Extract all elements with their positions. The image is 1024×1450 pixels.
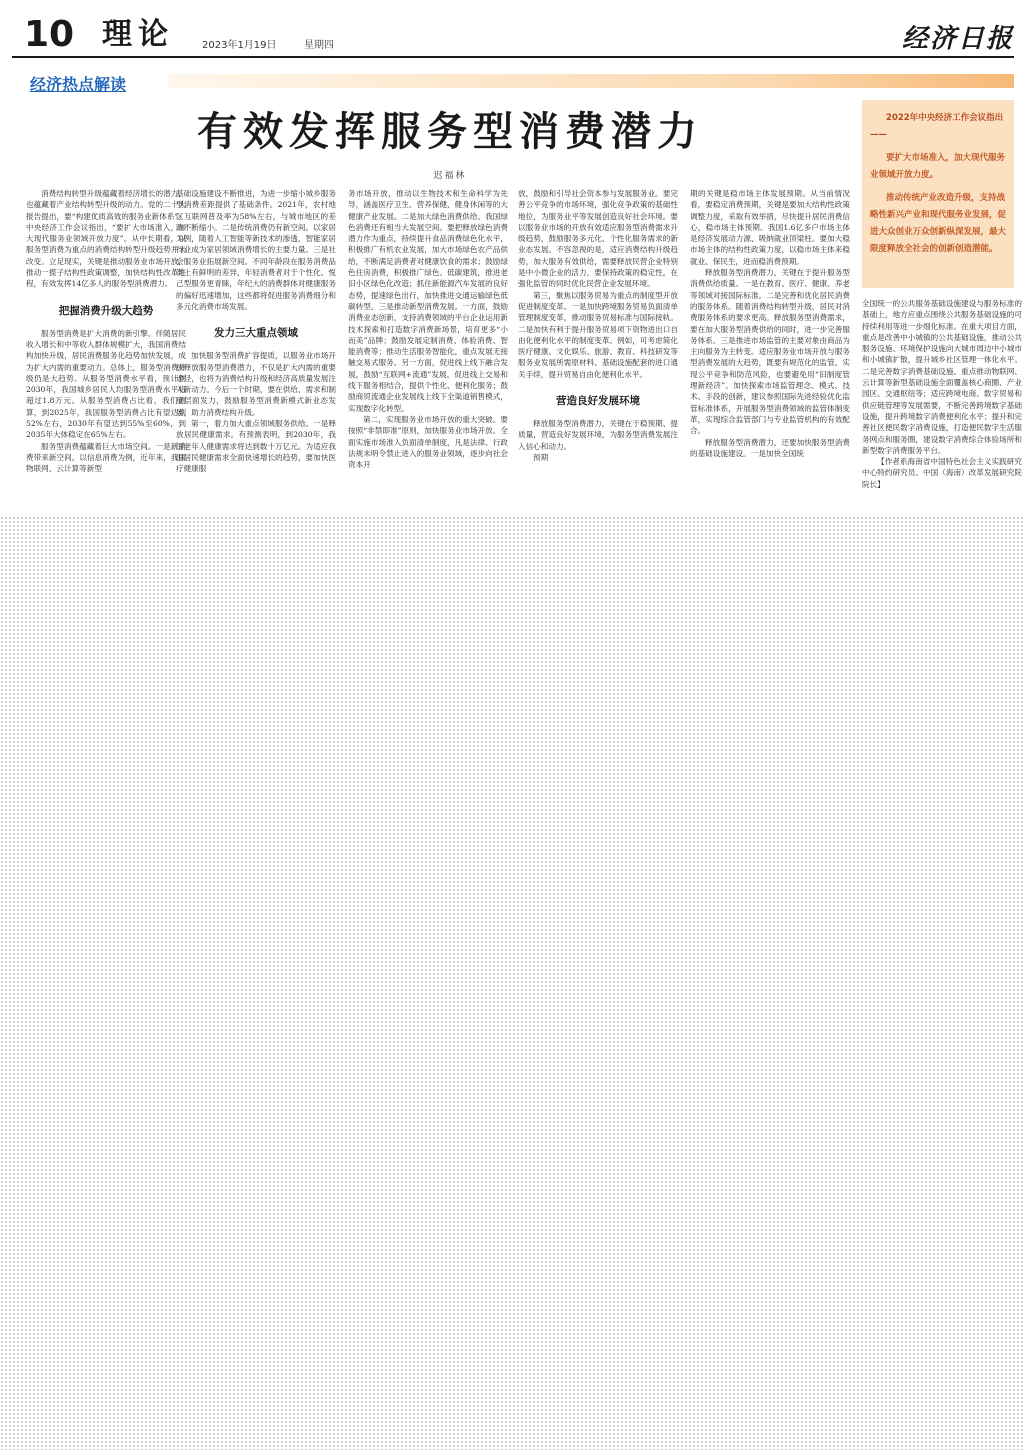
paragraph: 务市场开放，推动以生物技术和生命科学为先导，涵盖医疗卫生、营养保健、健身休闲等的大健康产业发展。二是加大绿色消费供给。我国绿色消费还有相当大发展空间。要把释放绿色消费潜力作为重点，持续提升食品消费绿色化水平，积极推广有机农业发展，加大市场绿色农产品供给，不断满足消费者对健康饮食的需求；鼓励绿色住房消费，积极推广绿色、低碳建筑，推进老旧小区绿色化改造；抓住新能源汽车发展的良好态势，提速绿色出行，加快推进交通运输绿色低碳转型。三是推动新型消费发展。一方面，鼓励消费业态创新，支持消费领域的平台企业运用新技术探索和打造数字消费新场景，培育更多“小而美”品牌；鼓励发展定制消费、体验消费、智能消费等；推动生活服务智能化，重点发展无接触交易式服务。另一方面，促进线上线下融合发展，鼓励“互联网+流通”发展，促进线上交易和线下服务相结合，提供个性化、便利化服务；鼓励商贸流通企业发展线上线下全渠道销售模式，实现数字化转型。 [348,189,508,413]
page-number: 10 [24,14,75,55]
subheading: 发力三大重点领域 [214,327,298,340]
sidebar-item: 要扩大市场准入，加大现代服务业领域开放力度。 [870,153,1006,180]
masthead-rule [12,56,1014,58]
paragraph: 放，鼓励和引导社会资本参与发展服务业。要完善公平竞争的市场环境，强化竞争政策的基础性地位，为服务业平等发展创造良好社会环境。要以服务业市场的开放有效适应服务型消费需求升级趋势，鼓励服务多元化、个性化服务需求的新业态发展。不容忽视的是，适应消费结构升级趋势，加大服务有效供给，需要释放民营企业特别是中小微企业的活力，要保持政策的稳定性，在强化监管的同时优化民营企业发展环境。 [518,189,678,289]
sidebar-quote-box [862,100,1014,288]
section-name: 理论 [102,17,174,52]
paragraph: 基础设施建设不断推进，为进一步缩小城乡服务型消费差距提供了基础条件。2021年，农村地区互联网普及率为58%左右，与城市地区的差距不断缩小。二是传统消费仍有新空间。以家居为例，随着人工智能等新技术的渗透，智能家居行业成为家居领域消费增长的主要力量。三是社会服务业拓展新空间。不同年龄段在服务消费品类上有鲜明的差异，年轻消费者对于个性化、悦己型服务更青睐，年纪大的消费群体对健康服务的偏好迅速增加，这些都将促进服务消费细分和多元化消费市场发展。 [176,189,336,311]
paragraph: 服务型消费蕴藏着巨大市场空间。一是新消费带来新空间。以信息消费为例，近年来，我国物联网、云计算等新型 [26,441,186,474]
article-column-4 [518,188,678,523]
paragraph: 预期 [533,452,549,462]
article-column-2 [176,188,336,523]
article-column-1 [26,188,186,523]
masthead [12,14,1014,56]
issue-weekday: 星期四 [304,40,334,51]
subheading: 把握消费升级大趋势 [58,304,154,317]
article-column-6 [862,298,1022,523]
paragraph: 第二，实现服务业市场开放的重大突破。要按照“非禁即准”原则，加快服务业市场开放。全面实施市场准入负面清单制度，凡是法律、行政法规未明令禁止进入的服务业领域，逐步向社会资本开 [348,414,508,470]
sidebar-item: 推动传统产业改造升级，支持战略性新兴产业和现代服务业发展，促进大众创业万众创新纵深发展，最大限度释放全社会的创新创造潜能。 [870,193,1007,254]
column-tag: 经济热点解读 [30,75,127,94]
newspaper-logo: 经济日报 [901,24,1014,54]
paragraph: 服务型消费是扩大消费的新引擎。伴随居民收入增长和中等收入群体规模扩大，我国消费结构加快升级，居民消费服务化趋势加快发展，成为扩大内需的重要动力。总体上，服务型消费升级仍是大趋势。从服务型消费水平看，预计到2030年，我国城乡居民人均服务型消费水平将超过1.8万元。从服务型消费占比看，我们测算，到2025年，我国服务型消费占比有望达到52%左右，2030年有望达到55%至60%，到2035年大体稳定在65%左右。 [26,328,186,440]
paragraph: 全国统一的公共服务基础设施建设与服务标准的基础上，地方应重点围绕公共服务基础设施的可持续利用等进一步细化标准。在重大项目方面，重点是改善中小城镇的公共基础设施，推动公共服务设施、环境保护设施向大城市周边中小城市和小城镇扩散，提升城乡社区管理一体化水平。二是完善数字消费基础设施。重点推动物联网、云计算等新型基础设施全面覆盖核心商圈、产业园区、交通枢纽等；适应跨境电商、数字贸易和供应链管理等发展需要，不断完善跨境数字基础设施，提升跨境数字消费便利化水平；提升和完善社区便民数字消费设施，打造便民数字生活服务网点和服务圈，建设数字消费综合体验场所和新型数字消费服务平台。 [862,299,1022,455]
tag-band-decoration [168,74,1014,88]
sidebar-intro: 2022年中央经济工作会议指出—— [870,113,1004,140]
article-column-3 [348,188,508,523]
headline: 有效发挥服务型消费潜力 [197,109,703,155]
paragraph: 释放服务型消费潜力，关键在于稳预期、提质量，营造良好发展环境，为服务型消费发展注入信心和动力。 [518,419,678,451]
byline: 迟福林 [433,171,467,181]
paragraph: 释放服务型消费潜力，还要加快服务型消费的基础设施建设。一是加快全国统 [690,437,850,458]
paragraph: 加快服务型消费扩容提质，以服务业市场开放释放服务型消费潜力，不仅是扩大内需的重要途径，也将为消费结构升级和经济高质量发展注入新动力。今后一个时期，要在供给、需求和制度层面发力，鼓励服务型消费新模式新业态发展，助力消费结构升级。 [176,351,336,417]
subheading: 营造良好发展环境 [556,395,640,408]
masked-region [0,516,1024,1450]
paragraph: 消费结构转型升级蕴藏着经济增长的潜力，也蕴藏着产业结构转型升级的动力。党的二十大报告提出，要“构建优质高效的服务业新体系”。中央经济工作会议指出，“要扩大市场准入，加大现代服务业领域开放力度”。从中长期看，以服务型消费为重点的消费结构转型升级趋势并未改变。立足现实，关键是推动服务业市场开放，推动一揽子结构性政策调整，加快结构性改革进程，有效发挥14亿多人的服务型消费潜力。 [26,189,186,289]
issue-date: 2023年1月19日 [202,40,277,51]
author-note: 【作者系海南省中国特色社会主义实践研究中心特约研究员、中国（海南）改革发展研究院院长】 [862,457,1022,489]
paragraph: 第三，聚焦以服务贸易为重点的制度型开放促进制度变革。一是加快跨境服务贸易负面清单管理制度变革，推动服务贸易标准与国际接轨。二是加快有利于提升服务贸易项下资物进出口自由化便利化水平的制度变革。例如，可考虑简化医疗健康、文化娱乐、旅游、教育、科技研发等服务业发展所需原材料、基础设施配套的进口通关手续，提升贸易自由化便利化水平。 [518,290,678,379]
article-column-5 [690,188,850,523]
paragraph: 第一，着力加大重点领域服务供给。一是释放居民健康需求。有预测表明，到2030年，我国老年人健康需求将达到数十万亿元。为适应我国居民健康需求全面快速增长的趋势，要加快医疗健康服 [176,419,336,474]
paragraph: 期的关键是稳市场主体发展预期。从当前情况看，要稳定消费预期，关键是要加大结构性政策调整力度，采取有效举措，尽快提升居民消费信心，稳市场主体预期。我国1.6亿多户市场主体是经济发展动力源、吸纳就业顶梁柱。要加大稳市场主体的结构性政策力度，以稳市场主体来稳就业、保民生，进而稳消费预期。 [690,189,850,266]
paragraph: 释放服务型消费潜力，关键在于提升服务型消费供给质量。一是在教育、医疗、健康、养老等领域对接国际标准。二是完善和优化居民消费的服务体系。随着消费结构转型升级，居民对消费服务体系的要求更高。释放服务型消费需求，要在加大服务型消费供给的同时，进一步完善服务体系。三是推进市场监管的主要对象由商品为主向服务为主转变。适应服务业市场开放与服务型消费发展的大趋势，既要有规范化的监管，实现公平竞争和防范风险，也要避免用“旧制度管理新经济”。加快探索市场监管理念、模式、技术、手段的创新，建议参照国际先进经验优化监管标准体系，开展服务型消费领域的监管体制变革，实现综合监管部门与专业监管机构的有效配合。 [690,268,850,436]
